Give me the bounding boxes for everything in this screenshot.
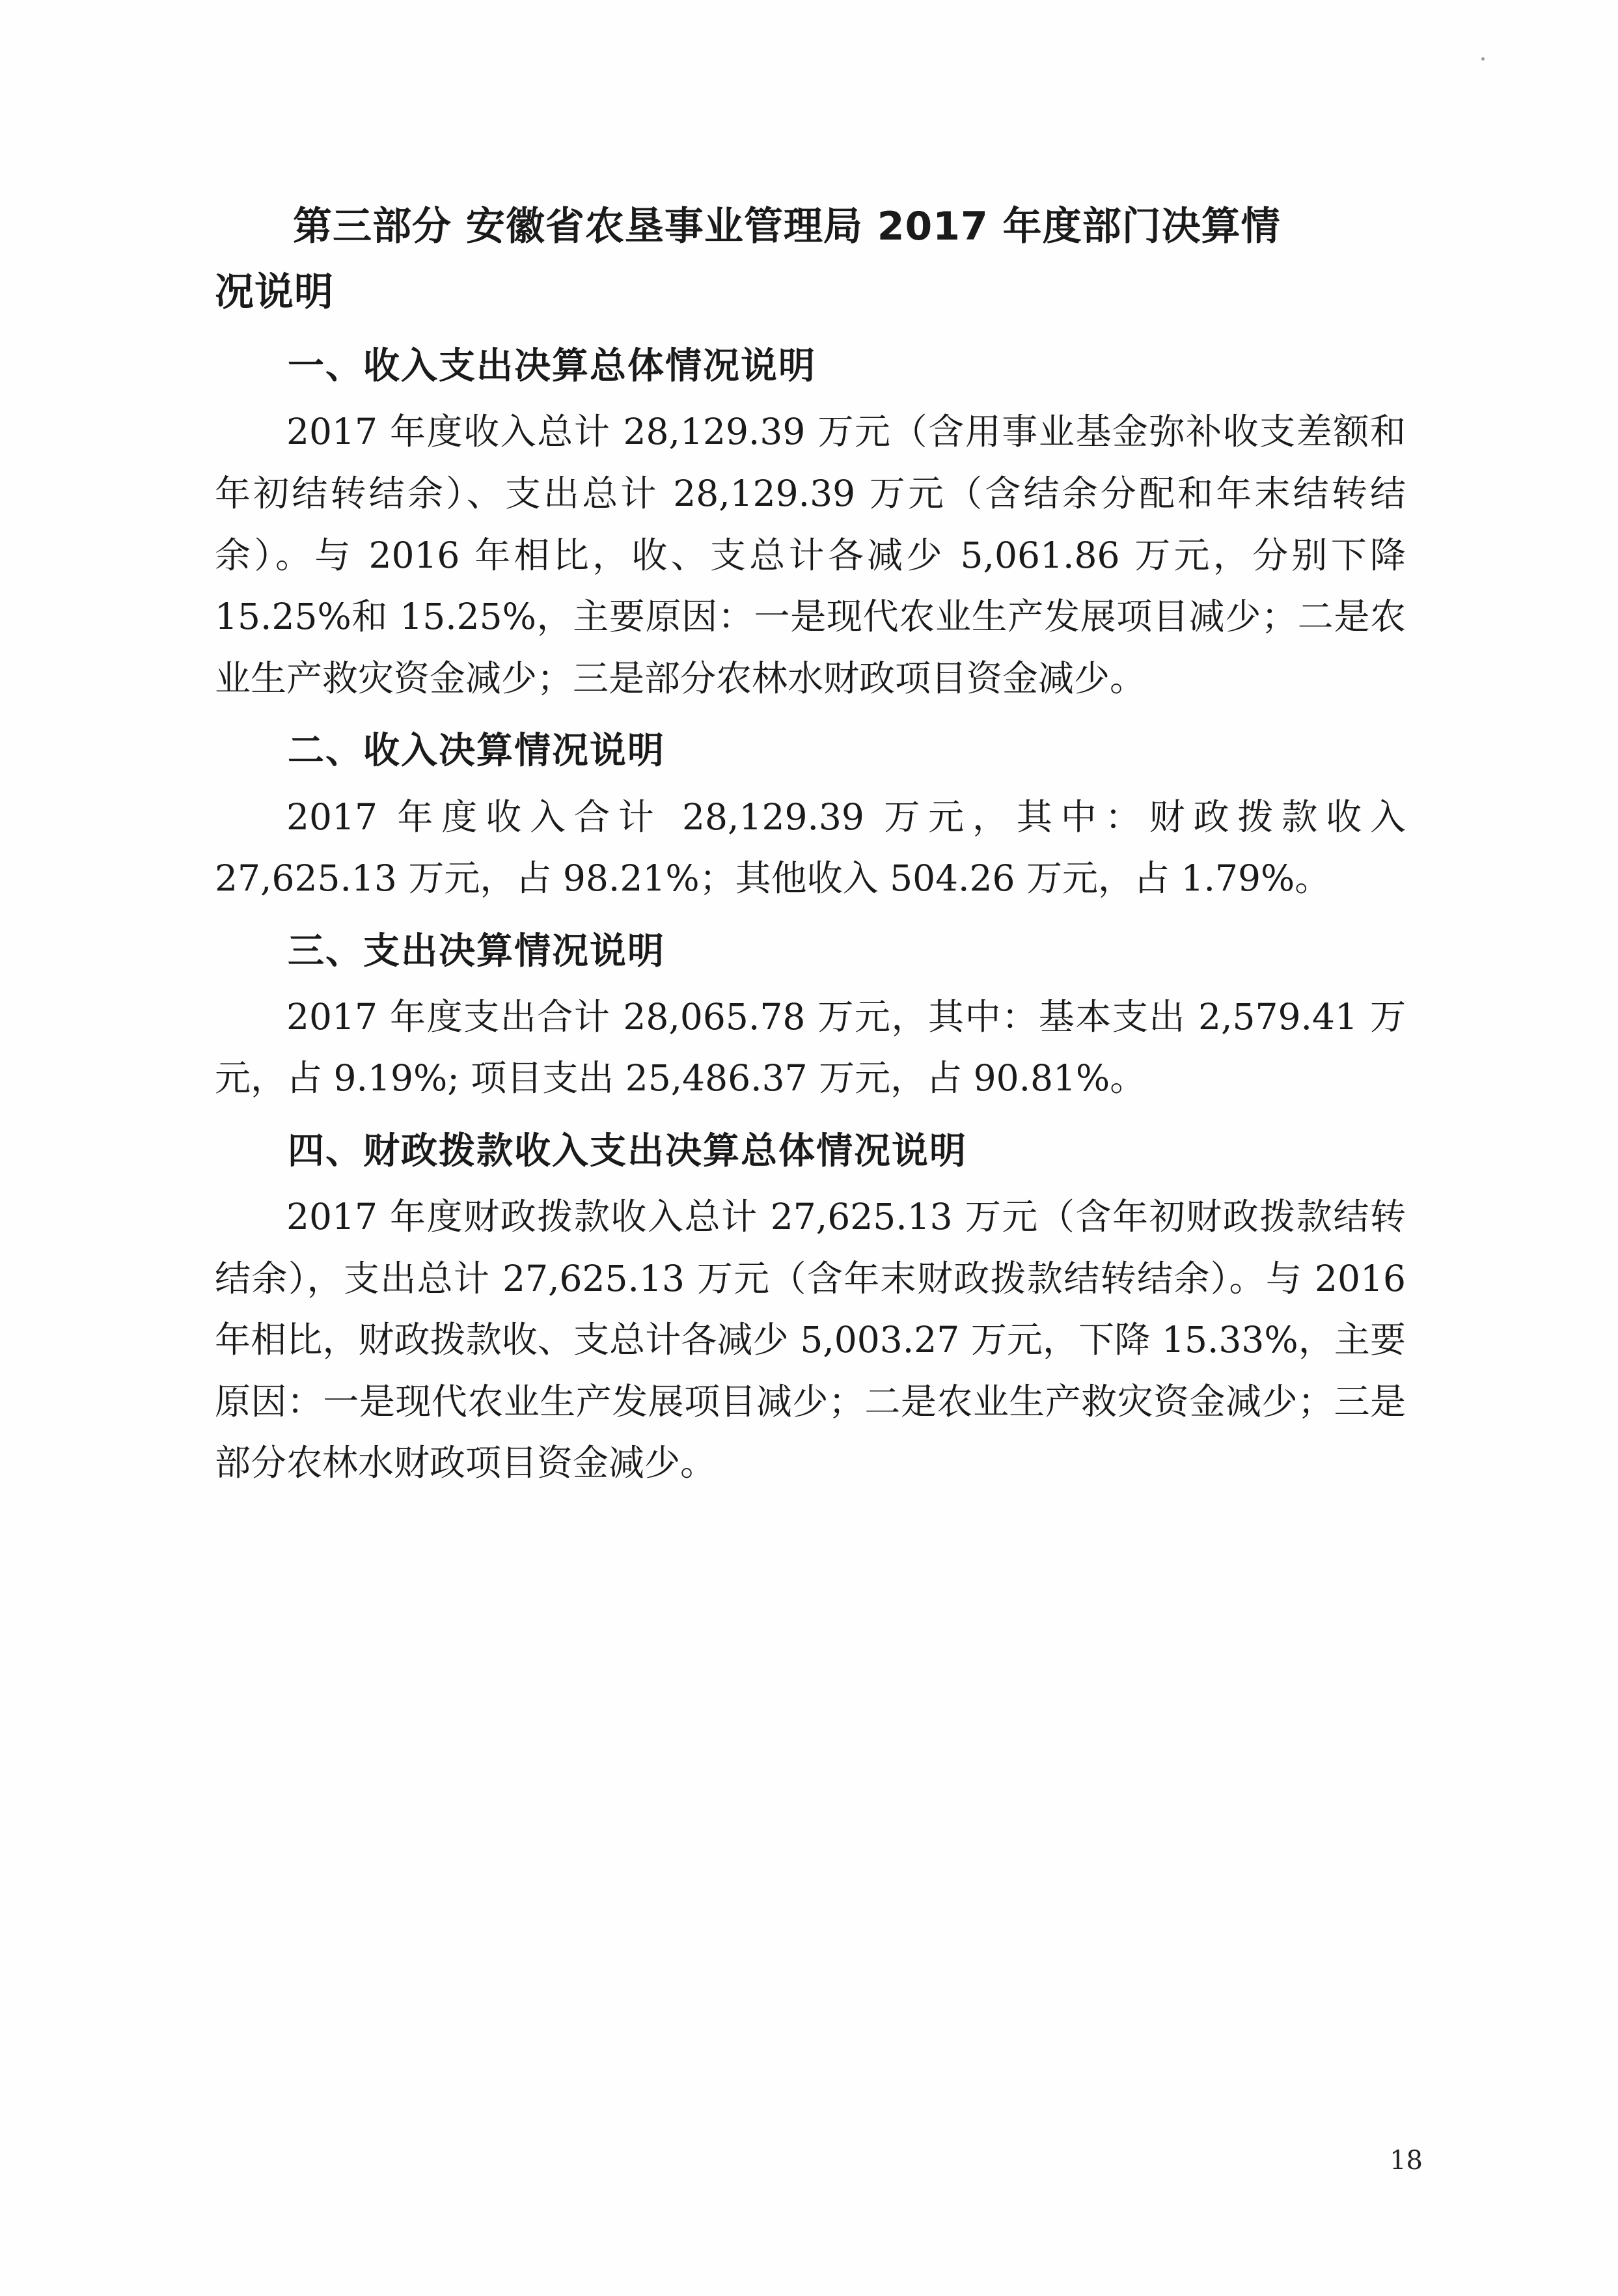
document-body [215, 195, 1406, 1498]
section-paragraph-4: 2017 年度财政拨款收入总计 27,625.13 万元（含年初财政拨款结转结余），支出总计 27,625.13 万元（含年末财政拨款结转结余）。与 2016 年相比，财政拨款收、支总计各减少 5,003.27 万元，下降 15.33%，主要原因：一是现代农业生产发展项目减少；二是农业生产救灾资金减少；三是部分农林水财政项目资金减少。 [215, 1196, 1406, 1484]
section-heading-1: 一、收入支出决算总体情况说明 [288, 345, 816, 388]
page-title-line-1: 第三部分 安徽省农垦事业管理局 2017 年度部门决算情 [293, 204, 1281, 249]
corner-dot-mark [1481, 57, 1485, 61]
section-paragraph-3: 2017 年度支出合计 28,065.78 万元，其中：基本支出 2,579.41 万元，占 9.19%; 项目支出 25,486.37 万元，占 90.81%。 [215, 995, 1406, 1100]
section-paragraph-1: 2017 年度收入总计 28,129.39 万元（含用事业基金弥补收支差额和年初结转结余）、支出总计 28,129.39 万元（含结余分配和年末结转结余）。与 2016 年相比，收、支总计各减少 5,061.86 万元，分别下降 15.25%和 15.25%，主要原因：一是现代农业生产发展项目减少；二是农业生产救灾资金减少；三是部分农林水财政项目资金减少。 [215, 411, 1406, 699]
page-number: 18 [1390, 2146, 1423, 2176]
section-heading-2: 二、收入决算情况说明 [288, 730, 665, 773]
section-paragraph-2: 2017 年度收入合计 28,129.39 万元，其中：财政拨款收入 27,625.13 万元，占 98.21%；其他收入 504.26 万元，占 1.79%。 [215, 795, 1406, 900]
section-heading-3: 三、支出决算情况说明 [288, 930, 665, 973]
section-heading-4: 四、财政拨款收入支出决算总体情况说明 [288, 1129, 967, 1172]
page-title-line-2: 况说明 [215, 270, 334, 316]
